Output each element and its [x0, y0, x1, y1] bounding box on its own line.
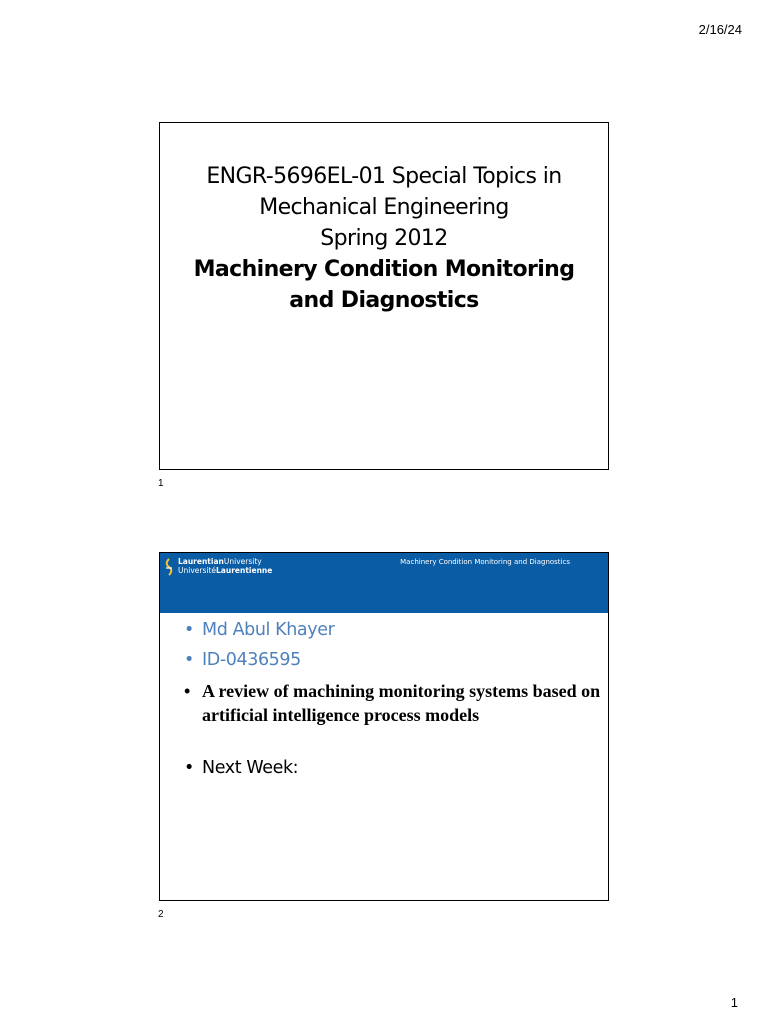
logo-text-regular: Université — [178, 565, 217, 575]
title-bold-line: and Diagnostics — [289, 288, 479, 313]
title-line: ENGR-5696EL-01 Special Topics in — [206, 164, 562, 189]
title-line: Spring 2012 — [320, 226, 448, 251]
slide-2-header — [160, 553, 608, 613]
slide-2-number: 2 — [158, 909, 164, 920]
slide-2 — [159, 552, 609, 901]
logo-text-regular: University — [223, 557, 262, 566]
page-date: 2/16/24 — [698, 22, 742, 37]
logo-text — [178, 558, 272, 575]
title-bold-line: Machinery Condition Monitoring — [193, 257, 575, 282]
logo-text-bold: Laurentian — [178, 557, 224, 566]
slide-1-number: 1 — [158, 478, 164, 489]
bullet-next-week: • Next Week: — [182, 757, 602, 779]
slide-2-bullet-list — [182, 619, 602, 779]
university-logo — [164, 558, 284, 576]
laurentian-logo-icon — [164, 558, 174, 576]
logo-text-bold: Laurentienne — [216, 565, 273, 575]
title-line: Mechanical Engineering — [259, 195, 509, 220]
bullet-student-id: • ID-0436595 — [182, 649, 602, 671]
slide-1-title — [160, 161, 608, 316]
slide-1 — [159, 122, 609, 470]
bullet-paper-title: • A review of machining monitoring systems based on artificial intelligence process models — [182, 679, 602, 727]
bullet-author-name: • Md Abul Khayer — [182, 619, 602, 641]
slide-2-header-title: Machinery Condition Monitoring and Diagnostics — [400, 558, 570, 566]
page-number: 1 — [730, 995, 738, 1010]
